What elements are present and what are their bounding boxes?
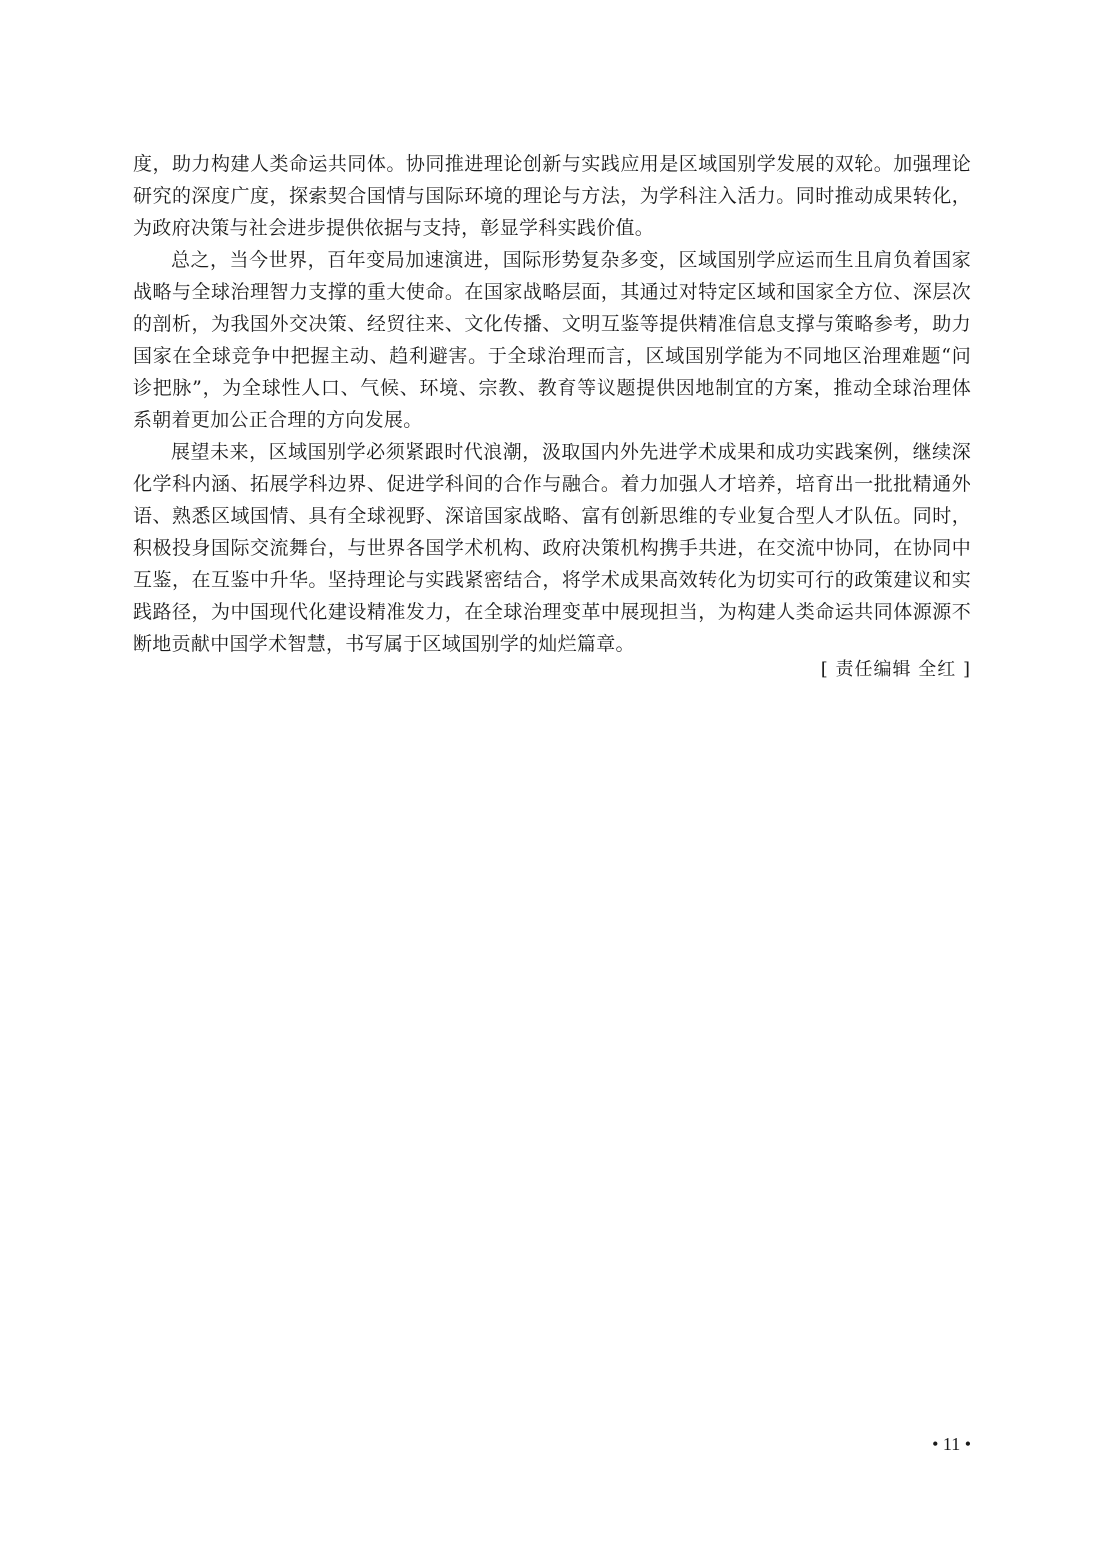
- page-number: • 11 •: [932, 1434, 971, 1454]
- paragraph-continuation: 度，助力构建人类命运共同体。协同推进理论创新与实践应用是区域国别学发展的双轮。加强理论研究的深度广度，探索契合国情与国际环境的理论与方法，为学科注入活力。同时推动成果转化，为政府决策与社会进步提供依据与支持，彰显学科实践价值。: [133, 153, 971, 239]
- responsible-editor-note: [ 责任编辑 全红 ]: [820, 659, 971, 680]
- paragraph-summary: 总之，当今世界，百年变局加速演进，国际形势复杂多变，区域国别学应运而生且肩负着国家战略与全球治理智力支撑的重大使命。在国家战略层面，其通过对特定区域和国家全方位、深层次的剖析，为我国外交决策、经贸往来、文化传播、文明互鉴等提供精准信息支撑与策略参考，助力国家在全球竞争中把握主动、趋利避害。于全球治理而言，区域国别学能为不同地区治理难题“问诊把脉”，为全球性人口、气候、环境、宗教、教育等议题提供因地制宜的方案，推动全球治理体系朝着更加公正合理的方向发展。: [133, 249, 971, 431]
- article-body: [133, 148, 971, 660]
- paragraph-outlook: 展望未来，区域国别学必须紧跟时代浪潮，汲取国内外先进学术成果和成功实践案例，继续深化学科内涵、拓展学科边界、促进学科间的合作与融合。着力加强人才培养，培育出一批批精通外语、熟悉区域国情、具有全球视野、深谙国家战略、富有创新思维的专业复合型人才队伍。同时，积极投身国际交流舞台，与世界各国学术机构、政府决策机构携手共进，在交流中协同，在协同中互鉴，在互鉴中升华。坚持理论与实践紧密结合，将学术成果高效转化为切实可行的政策建议和实践路径，为中国现代化建设精准发力，在全球治理变革中展现担当，为构建人类命运共同体源源不断地贡献中国学术智慧，书写属于区域国别学的灿烂篇章。: [133, 441, 971, 655]
